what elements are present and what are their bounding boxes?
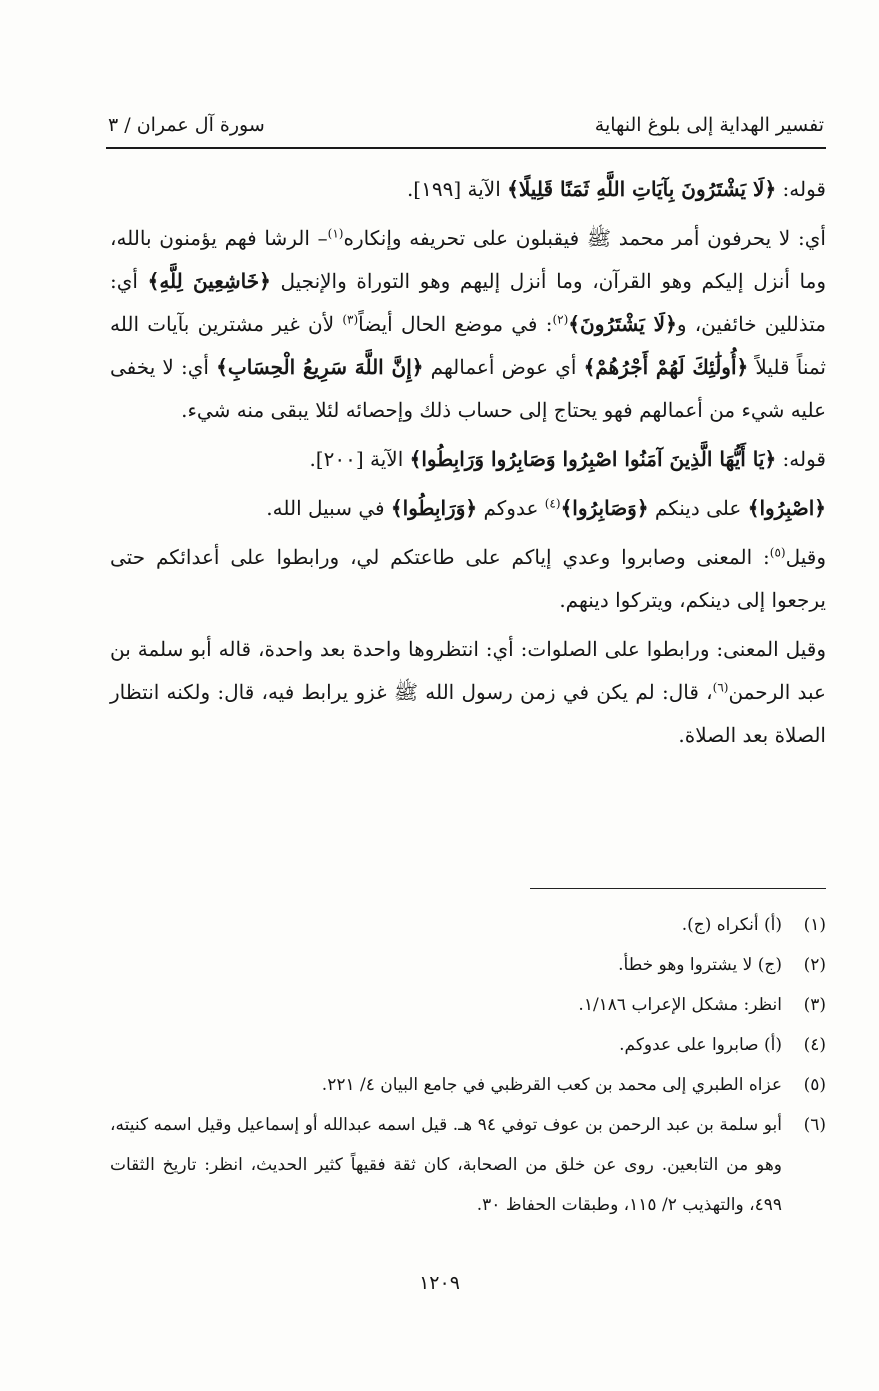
text: في سبيل الله. [266, 496, 391, 520]
footnote [110, 985, 826, 1025]
footnote [110, 1025, 826, 1065]
footnotes [110, 905, 826, 1225]
footnote [110, 945, 826, 985]
page-number: ١٢٠٩ [419, 1272, 460, 1294]
quran-quote: ﴿إِنَّ اللَّهَ سَرِيعُ الْحِسَابِ﴾ [216, 355, 424, 379]
text: ، قال: لم يكن في زمن رسول الله ﷺ غزو يرابط فيه، قال: ولكنه انتظار الصلاة بعد الصلاة. [110, 680, 826, 747]
text: : في موضع الحال أيضاً [358, 312, 553, 336]
paragraph-opinion-2 [110, 628, 826, 757]
quran-quote: ﴿اصْبِرُوا﴾ [747, 496, 826, 520]
footnote-text: عزاه الطبري إلى محمد بن كعب القرظبي في جامع البيان ٤/ ٢٢١. [321, 1075, 782, 1095]
paragraph-commentary-199 [110, 217, 826, 432]
surah-page-label: سورة آل عمران / ٣ [108, 114, 265, 136]
footnote-number: (٦) [803, 1115, 826, 1135]
footnote-number: (٥) [803, 1075, 826, 1095]
text: – الرشا فهم يؤمنون بالله، وما أنزل إليكم وهو القرآن، وما أنزل إليهم وهو التوراة والإنجيل [110, 226, 826, 293]
footnote-ref: (١) [327, 226, 344, 241]
paragraph-verse-200 [110, 438, 826, 481]
footnote-number: (٢) [803, 955, 826, 975]
quran-quote: ﴿أُولَٰئِكَ لَهُمْ أَجْرُهُمْ﴾ [583, 355, 749, 379]
paragraph-commentary-200 [110, 487, 826, 530]
footnote [110, 905, 826, 945]
quran-quote: ﴿يَا أَيُّهَا الَّذِينَ آمَنُوا اصْبِرُوا وَصَابِرُوا وَرَابِطُوا﴾ [409, 447, 777, 471]
text: وقيل [785, 545, 826, 569]
text: لأن غير مشترين بآيات الله ثمناً قليلاً [110, 312, 827, 379]
quran-quote: ﴿خَاشِعِينَ لِلَّهِ﴾ [147, 269, 271, 293]
footnote-text: انظر: مشكل الإعراب ١/١٨٦. [578, 995, 782, 1015]
text: وقيل المعنى: ورابطوا على الصلوات: أي: انتظروها واحدة بعد واحدة، قاله أبو سلمة بن عبد الرحمن [110, 637, 826, 704]
footnote-text: (ج) لا يشتروا وهو خطأ. [618, 955, 782, 975]
quran-quote: ﴿وَرَابِطُوا﴾ [390, 496, 478, 520]
text: أي: متذللين خائفين، و [110, 269, 827, 336]
footnote-ref: (٤) [544, 496, 561, 511]
text: على دينكم [648, 496, 748, 520]
running-header [108, 110, 824, 140]
text: الآية [٢٠٠]. [309, 447, 410, 471]
text: قوله: [776, 177, 826, 201]
footnote-text: أبو سلمة بن عبد الرحمن بن عوف توفي ٩٤ هـ. قيل اسمه عبدالله أو إسماعيل وقيل اسمه كنيته، وهو من التابعين. روى عن خلق من الصحابة، كان ثقة فقيهاً كثير الحديث، انظر: تاريخ الثقات ٤٩٩، والتهذيب ٢/ ١١٥، وطبقات الحفاظ ٣٠. [110, 1115, 782, 1215]
text: أي عوض أعمالهم [423, 355, 584, 379]
text: قوله: [776, 447, 826, 471]
text: : المعنى وصابروا وعدي إياكم على طاعتكم لي، ورابطوا على أعدائكم حتى يرجعوا إلى دينكم، ويتركوا دينهم. [110, 545, 826, 612]
footnote-ref: (٣) [342, 312, 359, 327]
main-text [110, 168, 826, 757]
text: عدوكم [477, 496, 545, 520]
footnote [110, 1065, 826, 1105]
footnote-ref: (٦) [712, 680, 729, 695]
footnote-ref: (٥) [769, 545, 786, 560]
footnote-number: (٤) [803, 1035, 826, 1055]
text: الآية [١٩٩]. [406, 177, 508, 201]
quran-quote: ﴿لَا يَشْتَرُونَ بِآيَاتِ اللَّهِ ثَمَنًا قَلِيلًا﴾ [507, 177, 777, 201]
footnote [110, 1105, 826, 1225]
book-title: تفسير الهداية إلى بلوغ النهاية [594, 114, 824, 136]
quran-quote: ﴿لَا يَشْتَرُونَ﴾ [568, 312, 677, 336]
footnote-ref: (٢) [552, 312, 569, 327]
paragraph-opinion-1 [110, 536, 826, 622]
text: أي: لا يحرفون أمر محمد ﷺ فيقبلون على تحريفه وإنكاره [343, 226, 826, 250]
text: أي: لا يخفى عليه شيء من أعمالهم فهو يحتاج إلى حساب ذلك وإحصائه لئلا يبقى منه شيء. [110, 355, 826, 422]
footnote-separator [530, 888, 826, 889]
footnote-text: (أ) أنكراه (ج). [681, 915, 782, 935]
footnote-number: (٣) [803, 995, 826, 1015]
header-rule [106, 147, 826, 149]
footnote-number: (١) [803, 915, 826, 935]
quran-quote: ﴿وَصَابِرُوا﴾ [560, 496, 649, 520]
paragraph-verse-199 [110, 168, 826, 211]
footnote-text: (أ) صابروا على عدوكم. [619, 1035, 782, 1055]
